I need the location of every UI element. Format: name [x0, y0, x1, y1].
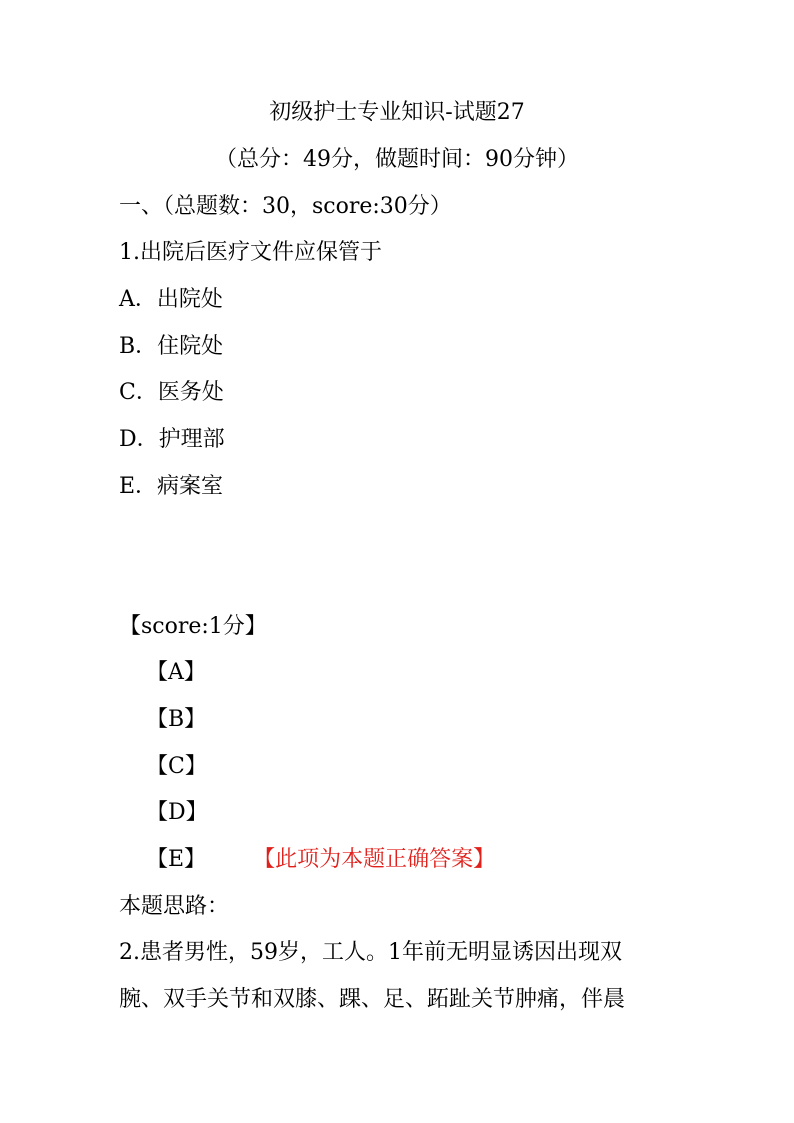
- answer-choice-label: 【D】: [146, 800, 208, 825]
- document-subtitle: （总分：49分，做题时间：90分钟）: [215, 147, 579, 172]
- answer-choice-label: 【C】: [146, 754, 207, 779]
- question-1-option-d: D．护理部: [119, 427, 225, 452]
- answer-choice-b: [146, 705, 206, 735]
- answer-choice-e: [146, 845, 495, 875]
- question-1-option-e: E．病案室: [119, 474, 224, 499]
- question-2-stem-line-2: 腕、双手关节和双膝、踝、足、跖趾关节肿痛，伴晨: [119, 987, 626, 1012]
- analysis-label: 本题思路：: [119, 894, 230, 919]
- question-2-stem-line-1: 2.患者男性，59岁，工人。1年前无明显诱因出现双: [119, 940, 622, 965]
- answer-choice-c: [146, 752, 207, 782]
- question-1-option-b: B．住院处: [119, 334, 224, 359]
- question-1-option-c: C．医务处: [119, 380, 224, 405]
- section-header: 一、（总题数：30，score:30分）: [119, 194, 452, 219]
- document-title: 初级护士专业知识-试题27: [269, 100, 525, 125]
- answer-choice-label: 【E】: [146, 847, 207, 872]
- answer-choice-label: 【B】: [146, 707, 207, 732]
- answer-choice-label: 【A】: [146, 660, 206, 685]
- question-1-option-a: A．出院处: [119, 287, 223, 312]
- answer-choice-d: [146, 798, 208, 828]
- question-1-stem: 1.出院后医疗文件应保管于: [119, 240, 382, 265]
- answer-choice-a: [146, 658, 206, 688]
- question-1-score: 【score:1分】: [119, 614, 267, 639]
- correct-answer-marker: 【此项为本题正确答案】: [253, 847, 496, 872]
